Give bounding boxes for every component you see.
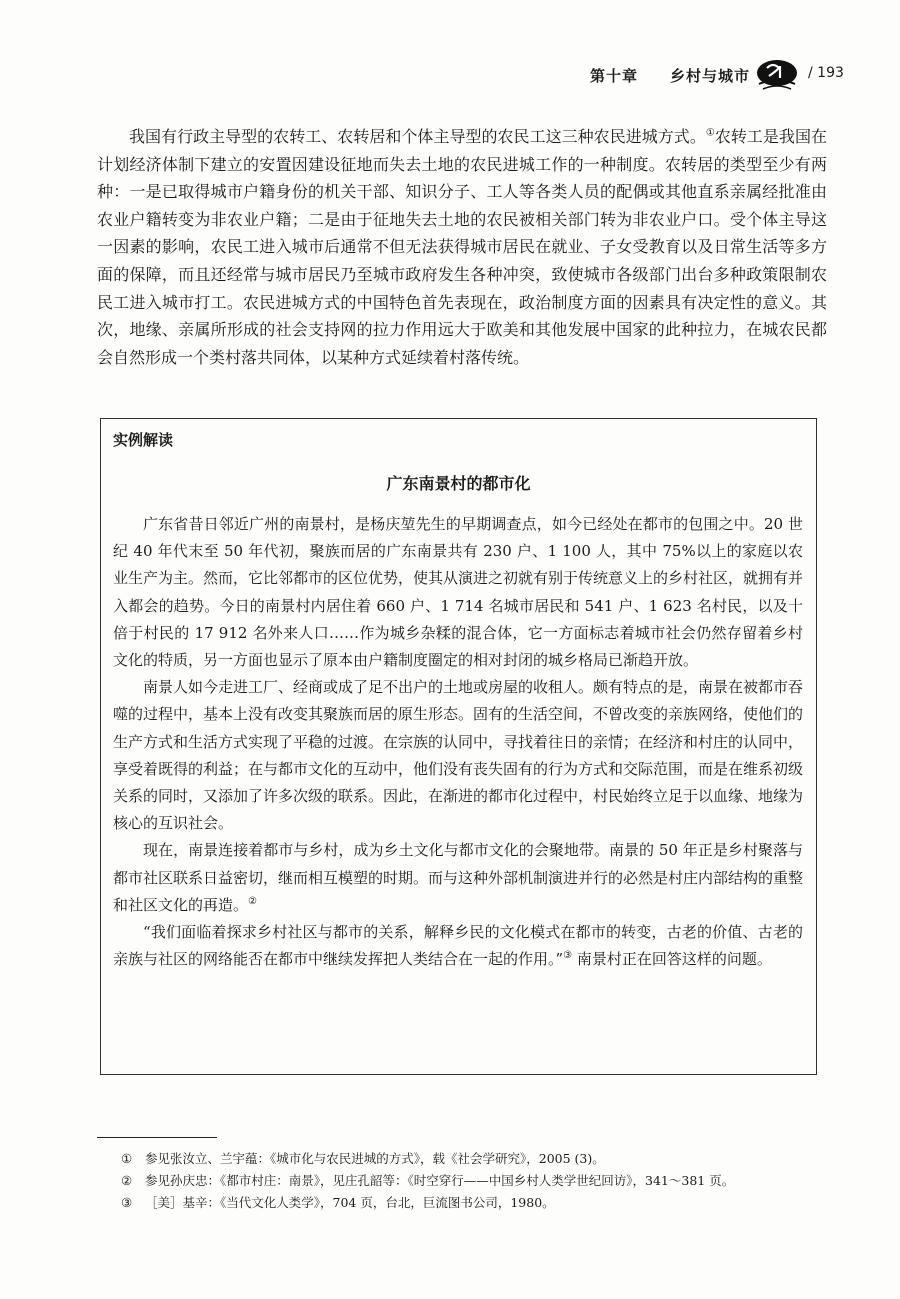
page-header	[0, 58, 900, 98]
footnote-text: 参见张汝立、兰宇蕴：《城市化与农民进城的方式》，载《社会学研究》，2005 (3)。	[145, 1151, 605, 1166]
case-paragraph-4-text: “我们面临着探求乡村社区与都市的关系，解释乡民的文化模式在都市的转变，古老的价值、古老的亲族与社区的网络能否在都市中继续发挥把人类结合在一起的作用。”	[113, 923, 803, 969]
footnote-mark: ③	[121, 1195, 133, 1210]
footnote-ref-3[interactable]: ③	[563, 950, 573, 962]
case-paragraph-4-tail: 南景村正在回答这样的问题。	[572, 950, 772, 969]
footnote-mark: ①	[121, 1151, 133, 1166]
chapter-emblem-icon	[755, 58, 799, 92]
chapter-number: 第十章	[589, 67, 638, 85]
footnote-divider	[97, 1137, 217, 1138]
footnote-mark: ②	[121, 1173, 133, 1188]
case-paragraph-3-text: 现在，南景连接着都市与乡村，成为乡土文化与都市文化的会聚地带。南景的 50 年正是乡村聚落与都市社区联系日益密切，继而相互模塑的时期。而与这种外部机制演进并行的必然是村庄内部结构的重整和社区文化的再造。	[113, 841, 804, 914]
footnote-item	[121, 1192, 841, 1214]
footnote-ref-1[interactable]: ①	[705, 127, 715, 139]
footnote-ref-2[interactable]: ②	[248, 895, 257, 907]
footnote-item	[121, 1148, 841, 1170]
case-study-body	[113, 511, 803, 973]
case-study-label: 实例解读	[113, 431, 174, 449]
case-paragraph-4	[113, 919, 803, 973]
main-paragraph	[97, 123, 827, 371]
chapter-title: 乡村与城市	[669, 67, 750, 85]
case-paragraph-2: 南景人如今走进工厂、经商或成了足不出户的土地或房屋的收租人。颇有特点的是，南景在被都市吞噬的过程中，基本上没有改变其聚族而居的原生形态。固有的生活空间，不曾改变的亲族网络，使他们的生产方式和生活方式实现了平稳的过渡。在宗族的认同中，寻找着往日的亲情；在经济和村庄的认同中，享受着既得的利益；在与都市文化的互动中，他们没有丧失固有的行为方式和交际范围，而是在维系初级关系的同时，又添加了许多次级的联系。因此，在渐进的都市化过程中，村民始终立足于以血缘、地缘为核心的互识社会。	[113, 678, 804, 833]
footnote-item	[121, 1170, 841, 1192]
main-paragraph-text: 我国有行政主导型的农转工、农转居和个体主导型的农民工这三种农民进城方式。	[129, 127, 706, 146]
case-paragraph-3	[113, 837, 803, 919]
case-paragraph-1: 广东省昔日邻近广州的南景村，是杨庆堃先生的早期调查点，如今已经处在都市的包围之中。20 世纪 40 年代末至 50 年代初，聚族而居的广东南景共有 230 户、1 100 人，其中 75%以上的家庭以农业生产为主。然而，它比邻都市的区位优势，使其从演进之初就有别于传统意义上的乡村社区，就拥有并入都会的趋势。今日的南景村内居住着 660 户、1 714 名城市居民和 541 户、1 623 名村民，以及十倍于村民的 17 912 名外来人口……作为城乡杂糅的混合体，它一方面标志着城市社会仍然存留着乡村文化的特质，另一方面也显示了原本由户籍制度圈定的相对封闭的城乡格局已渐趋开放。	[113, 515, 804, 670]
case-study-title: 广东南景村的都市化	[386, 474, 531, 493]
main-paragraph-text-cont: 农转工是我国在计划经济体制下建立的安置因建设征地而失去土地的农民进城工作的一种制度。农转居的类型至少有两种：一是已取得城市户籍身份的机关干部、知识分子、工人等各类人员的配偶或其他直系亲属经批准由农业户籍转变为非农业户籍；二是由于征地失去土地的农民被相关部门转为非农业户口。受个体主导这一因素的影响，农民工进入城市后通常不但无法获得城市居民在就业、子女受教育以及日常生活等多方面的保障，而且还经常与城市居民乃至城市政府发生各种冲突，致使城市各级部门出台多种政策限制农民工进入城市打工。农民进城方式的中国特色首先表现在，政治制度方面的因素具有决定性的意义。其次，地缘、亲属所形成的社会支持网的拉力作用远大于欧美和其他发展中国家的此种拉力，在城农民都会自然形成一个类村落共同体，以某种方式延续着村落传统。	[97, 127, 827, 367]
footnote-text: ［美］基辛：《当代文化人类学》，704 页，台北，巨流图书公司，1980。	[145, 1195, 555, 1210]
footnotes	[121, 1148, 841, 1214]
footnote-text: 参见孙庆忠：《都市村庄：南景》，见庄孔韶等：《时空穿行——中国乡村人类学世纪回访》，341～381 页。	[145, 1173, 735, 1188]
page-number: / 193	[808, 65, 844, 81]
case-study-box	[100, 418, 817, 1075]
